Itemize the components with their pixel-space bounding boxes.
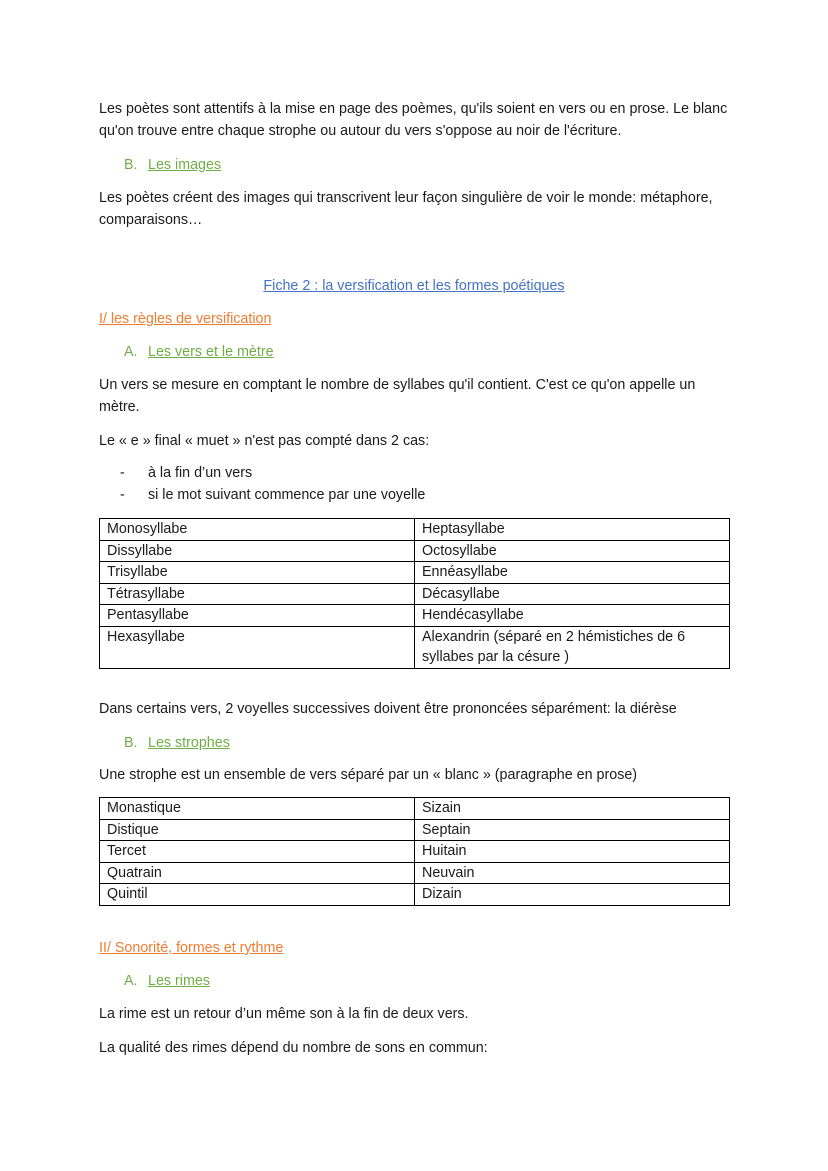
table-row xyxy=(100,519,730,541)
table-cell: Dissyllabe xyxy=(100,540,415,562)
list-item: - si le mot suivant commence par une voyelle xyxy=(120,487,426,503)
intro-paragraph-images: Les poètes créent des images qui transcrivent leur façon singulière de voir le monde: métaphore, comparaisons… xyxy=(99,190,713,228)
table-cell: Octosyllabe xyxy=(415,540,730,562)
stanzas-table xyxy=(99,797,730,906)
table-cell: Monastique xyxy=(100,798,415,820)
table-cell: Monosyllabe xyxy=(100,519,415,541)
list-item: - à la fin d’un vers xyxy=(120,465,253,481)
section-letter: B. xyxy=(124,735,138,751)
table-cell: Hendécasyllabe xyxy=(415,605,730,627)
table-cell: Septain xyxy=(415,819,730,841)
table-cell: Neuvain xyxy=(415,862,730,884)
part1-title: I/ les règles de versification xyxy=(99,311,272,327)
e-muet-paragraph: Le « e » final « muet » n'est pas compté dans 2 cas: xyxy=(99,433,430,449)
section-title: Les vers et le mètre xyxy=(148,344,274,360)
table-cell: Heptasyllabe xyxy=(415,519,730,541)
part2-title: II/ Sonorité, formes et rythme xyxy=(99,940,284,956)
table-row xyxy=(100,562,730,584)
section-heading-strophes xyxy=(124,733,230,753)
table-row xyxy=(100,862,730,884)
e-muet-list xyxy=(120,462,425,506)
vers-paragraph: Un vers se mesure en comptant le nombre de syllabes qu'il contient. C'est ce qu'on appelle un mètre. xyxy=(99,377,696,415)
fiche-title: Fiche 2 : la versification et les formes poétiques xyxy=(263,278,565,294)
table-cell: Hexasyllabe xyxy=(100,626,415,668)
table-cell: Huitain xyxy=(415,841,730,863)
table-cell: Tercet xyxy=(100,841,415,863)
table-cell: Trisyllabe xyxy=(100,562,415,584)
table-row xyxy=(100,540,730,562)
table-row xyxy=(100,798,730,820)
table-row xyxy=(100,605,730,627)
table-cell: Quintil xyxy=(100,884,415,906)
section-title: Les strophes xyxy=(148,735,230,751)
strophe-paragraph: Une strophe est un ensemble de vers séparé par un « blanc » (paragraphe en prose) xyxy=(99,767,638,783)
section-heading-rimes xyxy=(124,971,210,991)
table-cell: Quatrain xyxy=(100,862,415,884)
section-title: Les images xyxy=(148,157,222,173)
table-cell: Ennéasyllabe xyxy=(415,562,730,584)
section-heading-vers xyxy=(124,342,274,362)
table-row xyxy=(100,884,730,906)
meters-table xyxy=(99,518,730,669)
table-row xyxy=(100,626,730,668)
table-cell: Dizain xyxy=(415,884,730,906)
table-cell: Pentasyllabe xyxy=(100,605,415,627)
table-cell: Distique xyxy=(100,819,415,841)
table-row xyxy=(100,583,730,605)
rime-paragraph: La rime est un retour d’un même son à la fin de deux vers. xyxy=(99,1006,469,1022)
section-title: Les rimes xyxy=(148,973,210,989)
section-letter: A. xyxy=(124,344,138,360)
table-row xyxy=(100,841,730,863)
intro-paragraph-layout: Les poètes sont attentifs à la mise en page des poèmes, qu'ils soient en vers ou en prose. Le blanc qu'on trouve entre chaque strophe ou autour du vers s'oppose au noir de l'écriture. xyxy=(99,101,728,139)
table-cell: Tétrasyllabe xyxy=(100,583,415,605)
section-heading-images xyxy=(124,155,221,175)
section-letter: A. xyxy=(124,973,138,989)
rime-quality-paragraph: La qualité des rimes dépend du nombre de sons en commun: xyxy=(99,1040,488,1056)
section-letter: B. xyxy=(124,157,138,173)
table-cell: Alexandrin (séparé en 2 hémistiches de 6 syllabes par la césure ) xyxy=(415,626,730,668)
table-row xyxy=(100,819,730,841)
dierese-paragraph: Dans certains vers, 2 voyelles successives doivent être prononcées séparément: la diérèse xyxy=(99,701,677,717)
table-cell: Sizain xyxy=(415,798,730,820)
table-cell: Décasyllabe xyxy=(415,583,730,605)
